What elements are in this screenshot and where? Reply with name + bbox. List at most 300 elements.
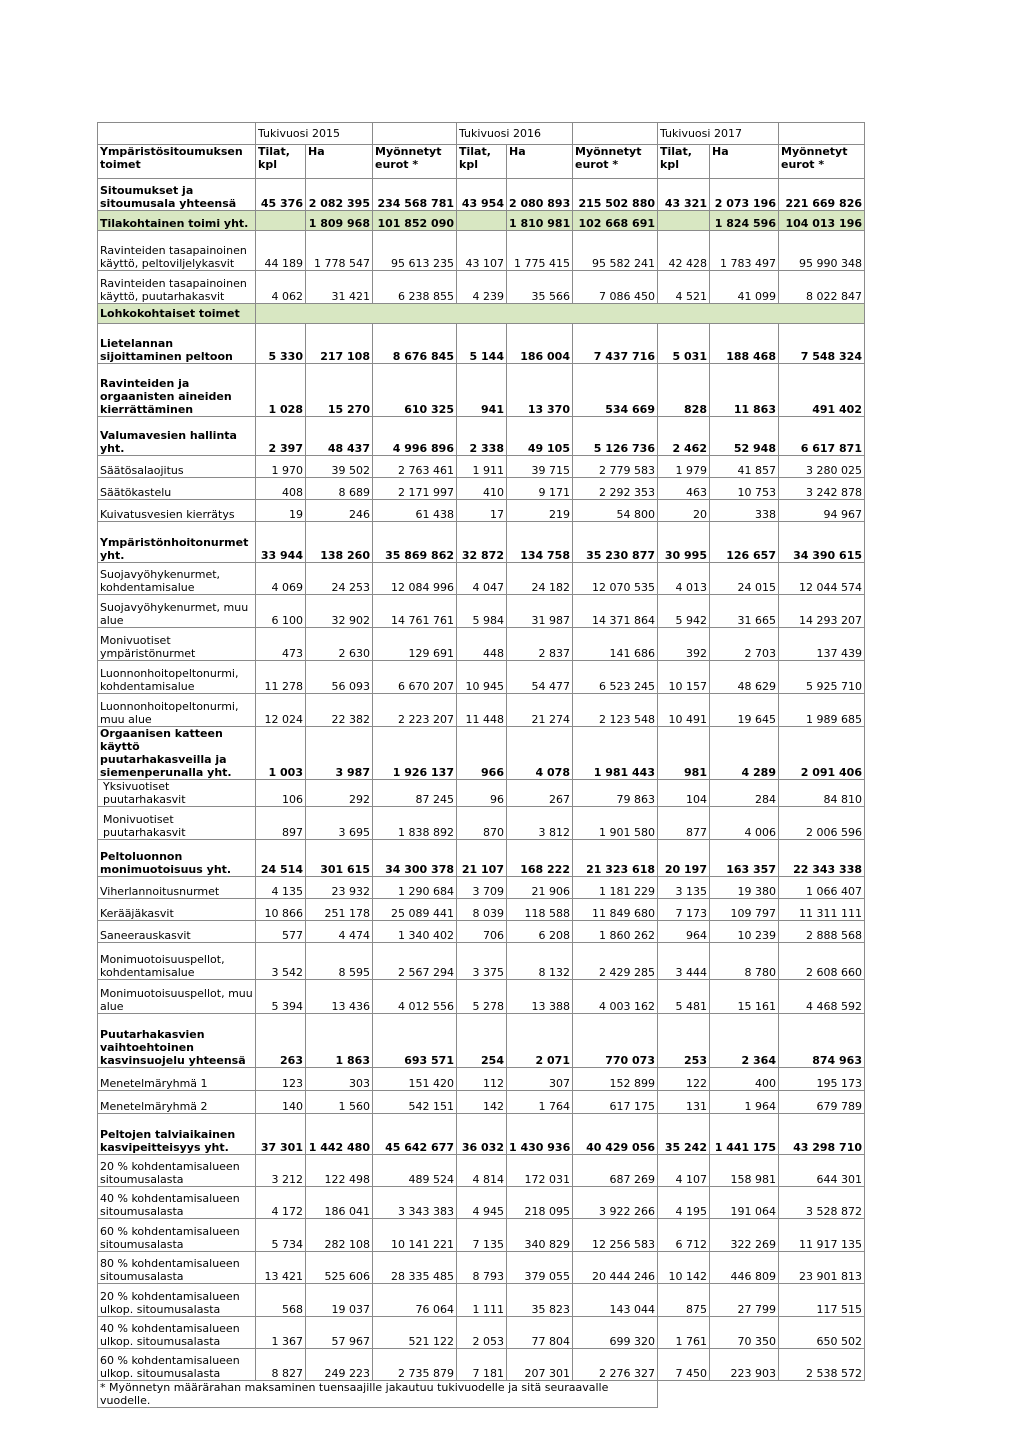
row-label: Suojavyöhykenurmet, kohdentamisalue: [98, 563, 256, 595]
value-cell: 8 689: [306, 478, 373, 500]
value-cell: 57 967: [306, 1317, 373, 1349]
table-row: [98, 1219, 865, 1252]
value-cell: 521 122: [373, 1317, 457, 1349]
value-cell: 10 866: [256, 899, 306, 921]
value-cell: 95 582 241: [573, 231, 658, 271]
value-cell: 1 901 580: [573, 807, 658, 840]
value-cell: 3 280 025: [779, 456, 865, 478]
row-label: Säätösalaojitus: [98, 456, 256, 478]
value-cell: [658, 211, 710, 231]
value-cell: 392: [658, 628, 710, 661]
value-cell: 1 367: [256, 1317, 306, 1349]
value-cell: 1 824 596: [710, 211, 779, 231]
value-cell: 1 989 685: [779, 694, 865, 727]
value-cell: 3 375: [457, 943, 507, 980]
value-cell: 2 397: [256, 417, 306, 456]
value-cell: 12 084 996: [373, 563, 457, 595]
value-cell: 95 990 348: [779, 231, 865, 271]
value-cell: 828: [658, 364, 710, 417]
section-fill: [256, 304, 865, 324]
value-cell: 2 223 207: [373, 694, 457, 727]
table-row: [98, 1114, 865, 1155]
table-row: [98, 1091, 865, 1114]
row-label: Menetelmäryhmä 2: [98, 1091, 256, 1114]
value-cell: 1 964: [710, 1091, 779, 1114]
value-cell: 35 242: [658, 1114, 710, 1155]
value-cell: 8 022 847: [779, 271, 865, 304]
value-cell: 1 066 407: [779, 877, 865, 899]
value-cell: 126 657: [710, 522, 779, 563]
value-cell: 24 015: [710, 563, 779, 595]
value-cell: 102 668 691: [573, 211, 658, 231]
value-cell: 4 468 592: [779, 980, 865, 1014]
value-cell: 14 761 761: [373, 595, 457, 628]
value-cell: 6 100: [256, 595, 306, 628]
value-cell: 303: [306, 1068, 373, 1091]
value-cell: 4 289: [710, 727, 779, 780]
table-row: [98, 727, 865, 780]
value-cell: 5 984: [457, 595, 507, 628]
value-cell: 35 869 862: [373, 522, 457, 563]
value-cell: 34 300 378: [373, 840, 457, 877]
value-cell: 2 538 572: [779, 1349, 865, 1381]
value-cell: 19 380: [710, 877, 779, 899]
value-cell: 44 189: [256, 231, 306, 271]
value-cell: 43 954: [457, 179, 507, 211]
value-cell: 77 804: [507, 1317, 573, 1349]
table-row: [98, 694, 865, 727]
value-cell: 168 222: [507, 840, 573, 877]
value-cell: 35 566: [507, 271, 573, 304]
value-cell: 4 474: [306, 921, 373, 943]
value-cell: 21 107: [457, 840, 507, 877]
value-cell: 253: [658, 1014, 710, 1068]
value-cell: 3 135: [658, 877, 710, 899]
value-cell: 3 987: [306, 727, 373, 780]
footnote-blank: [658, 1381, 865, 1408]
value-cell: 8 132: [507, 943, 573, 980]
value-cell: 17: [457, 500, 507, 522]
row-label: Luonnonhoitopeltonurmi, kohdentamisalue: [98, 661, 256, 694]
value-cell: 282 108: [306, 1219, 373, 1252]
value-cell: 5 031: [658, 324, 710, 364]
value-cell: 104: [658, 780, 710, 807]
column-header-row: [98, 145, 865, 179]
value-cell: 28 335 485: [373, 1252, 457, 1284]
value-cell: 3 444: [658, 943, 710, 980]
value-cell: 7 548 324: [779, 324, 865, 364]
row-label: Peltoluonnon monimuotoisuus yht.: [98, 840, 256, 877]
value-cell: 3 528 872: [779, 1187, 865, 1219]
value-cell: 19 645: [710, 694, 779, 727]
value-cell: 11 849 680: [573, 899, 658, 921]
value-cell: 61 438: [373, 500, 457, 522]
value-cell: 1 970: [256, 456, 306, 478]
value-cell: 4 135: [256, 877, 306, 899]
value-cell: 525 606: [306, 1252, 373, 1284]
row-label: Ravinteiden tasapainoinen käyttö, peltoviljelykasvit: [98, 231, 256, 271]
value-cell: 4 013: [658, 563, 710, 595]
value-cell: 8 039: [457, 899, 507, 921]
value-cell: 8 827: [256, 1349, 306, 1381]
row-label: Yksivuotiset puutarhakasvit: [98, 780, 256, 807]
value-cell: 5 481: [658, 980, 710, 1014]
value-cell: 534 669: [573, 364, 658, 417]
value-cell: 966: [457, 727, 507, 780]
value-cell: 5 126 736: [573, 417, 658, 456]
value-cell: 4 003 162: [573, 980, 658, 1014]
row-label: Monivuotiset ympäristönurmet: [98, 628, 256, 661]
value-cell: 2 837: [507, 628, 573, 661]
value-cell: 6 712: [658, 1219, 710, 1252]
value-cell: 1 863: [306, 1014, 373, 1068]
value-cell: 8 595: [306, 943, 373, 980]
value-cell: 11 863: [710, 364, 779, 417]
year-2015-header: Tukivuosi 2015: [256, 123, 373, 145]
row-label: Viherlannoitusnurmet: [98, 877, 256, 899]
table-row: [98, 1187, 865, 1219]
value-cell: 4 814: [457, 1155, 507, 1187]
value-cell: 4 047: [457, 563, 507, 595]
value-cell: 3 695: [306, 807, 373, 840]
value-cell: 1 926 137: [373, 727, 457, 780]
value-cell: 41 099: [710, 271, 779, 304]
value-cell: 1 911: [457, 456, 507, 478]
value-cell: 7 086 450: [573, 271, 658, 304]
value-cell: 5 734: [256, 1219, 306, 1252]
column-header-eurot: Myönnetyt eurot *: [573, 145, 658, 179]
value-cell: 40 429 056: [573, 1114, 658, 1155]
year-header-row: [98, 123, 865, 145]
value-cell: 14 293 207: [779, 595, 865, 628]
year-2016-spacer: [573, 123, 658, 145]
value-cell: 39 502: [306, 456, 373, 478]
row-label: Puutarhakasvien vaihtoehtoinen kasvinsuojelu yhteensä: [98, 1014, 256, 1068]
value-cell: 4 062: [256, 271, 306, 304]
value-cell: 307: [507, 1068, 573, 1091]
value-cell: 473: [256, 628, 306, 661]
value-cell: 322 269: [710, 1219, 779, 1252]
value-cell: 31 421: [306, 271, 373, 304]
value-cell: 3 242 878: [779, 478, 865, 500]
value-cell: 5 925 710: [779, 661, 865, 694]
value-cell: 1 979: [658, 456, 710, 478]
table-row: [98, 324, 865, 364]
value-cell: 19: [256, 500, 306, 522]
column-header-eurot: Myönnetyt eurot *: [779, 145, 865, 179]
value-cell: 25 089 441: [373, 899, 457, 921]
value-cell: 2 073 196: [710, 179, 779, 211]
value-cell: 24 253: [306, 563, 373, 595]
value-cell: 134 758: [507, 522, 573, 563]
table-row: [98, 1155, 865, 1187]
value-cell: 5 330: [256, 324, 306, 364]
value-cell: 37 301: [256, 1114, 306, 1155]
row-label: Monimuotoisuuspellot, muu alue: [98, 980, 256, 1014]
value-cell: 2 082 395: [306, 179, 373, 211]
value-cell: 10 491: [658, 694, 710, 727]
value-cell: 104 013 196: [779, 211, 865, 231]
value-cell: 141 686: [573, 628, 658, 661]
table-row: [98, 231, 865, 271]
value-cell: 42 428: [658, 231, 710, 271]
value-cell: 941: [457, 364, 507, 417]
value-cell: 84 810: [779, 780, 865, 807]
value-cell: 577: [256, 921, 306, 943]
value-cell: 24 514: [256, 840, 306, 877]
value-cell: 49 105: [507, 417, 573, 456]
value-cell: 43 107: [457, 231, 507, 271]
value-cell: 158 981: [710, 1155, 779, 1187]
value-cell: 2 053: [457, 1317, 507, 1349]
table-row: [98, 1284, 865, 1317]
table-row: [98, 179, 865, 211]
value-cell: 2 091 406: [779, 727, 865, 780]
row-label: Orgaanisen katteen käyttö puutarhakasveilla ja siemenperunalla yht.: [98, 727, 256, 780]
value-cell: 2 171 997: [373, 478, 457, 500]
value-cell: 448: [457, 628, 507, 661]
value-cell: 964: [658, 921, 710, 943]
value-cell: 32 872: [457, 522, 507, 563]
value-cell: 163 357: [710, 840, 779, 877]
table-body: [98, 123, 865, 1408]
value-cell: 4 006: [710, 807, 779, 840]
value-cell: 1 441 175: [710, 1114, 779, 1155]
value-cell: 4 239: [457, 271, 507, 304]
value-cell: 23 932: [306, 877, 373, 899]
value-cell: 21 274: [507, 694, 573, 727]
value-cell: 4 012 556: [373, 980, 457, 1014]
value-cell: 20 197: [658, 840, 710, 877]
value-cell: 118 588: [507, 899, 573, 921]
value-cell: 94 967: [779, 500, 865, 522]
value-cell: 1 442 480: [306, 1114, 373, 1155]
row-label: Sitoumukset ja sitoumusala yhteensä: [98, 179, 256, 211]
value-cell: 223 903: [710, 1349, 779, 1381]
value-cell: 770 073: [573, 1014, 658, 1068]
value-cell: 7 181: [457, 1349, 507, 1381]
table-row: [98, 271, 865, 304]
value-cell: 251 178: [306, 899, 373, 921]
value-cell: 234 568 781: [373, 179, 457, 211]
value-cell: 186 004: [507, 324, 573, 364]
year-2016-header: Tukivuosi 2016: [457, 123, 573, 145]
column-header-ha: Ha: [710, 145, 779, 179]
column-header-tilat: Tilat, kpl: [658, 145, 710, 179]
value-cell: 267: [507, 780, 573, 807]
value-cell: 874 963: [779, 1014, 865, 1068]
row-label: Valumavesien hallinta yht.: [98, 417, 256, 456]
value-cell: 3 343 383: [373, 1187, 457, 1219]
row-label: Lietelannan sijoittaminen peltoon: [98, 324, 256, 364]
footnote-row: [98, 1381, 865, 1408]
value-cell: 1 003: [256, 727, 306, 780]
value-cell: 5 942: [658, 595, 710, 628]
table-row: [98, 1252, 865, 1284]
year-2017-header: Tukivuosi 2017: [658, 123, 779, 145]
column-header-tilat: Tilat, kpl: [256, 145, 306, 179]
table-row: [98, 807, 865, 840]
value-cell: 10 945: [457, 661, 507, 694]
value-cell: 45 376: [256, 179, 306, 211]
value-cell: 123: [256, 1068, 306, 1091]
value-cell: 2 779 583: [573, 456, 658, 478]
value-cell: 410: [457, 478, 507, 500]
value-cell: 3 922 266: [573, 1187, 658, 1219]
table-row: [98, 417, 865, 456]
value-cell: 2 888 568: [779, 921, 865, 943]
row-label: Tilakohtainen toimi yht.: [98, 211, 256, 231]
value-cell: 699 320: [573, 1317, 658, 1349]
table-row: [98, 211, 865, 231]
value-cell: 6 523 245: [573, 661, 658, 694]
value-cell: 3 812: [507, 807, 573, 840]
value-cell: 1 028: [256, 364, 306, 417]
value-cell: 48 437: [306, 417, 373, 456]
value-cell: 4 069: [256, 563, 306, 595]
year-2015-spacer: [373, 123, 457, 145]
value-cell: 186 041: [306, 1187, 373, 1219]
value-cell: 1 181 229: [573, 877, 658, 899]
column-header-ha: Ha: [306, 145, 373, 179]
value-cell: 249 223: [306, 1349, 373, 1381]
value-cell: 22 343 338: [779, 840, 865, 877]
value-cell: 11 278: [256, 661, 306, 694]
value-cell: 292: [306, 780, 373, 807]
value-cell: 138 260: [306, 522, 373, 563]
value-cell: 3 709: [457, 877, 507, 899]
value-cell: 10 141 221: [373, 1219, 457, 1252]
value-cell: 5 394: [256, 980, 306, 1014]
table-row: [98, 877, 865, 899]
value-cell: 12 044 574: [779, 563, 865, 595]
value-cell: 542 151: [373, 1091, 457, 1114]
value-cell: 2 071: [507, 1014, 573, 1068]
value-cell: 8 676 845: [373, 324, 457, 364]
table-row: [98, 522, 865, 563]
value-cell: 870: [457, 807, 507, 840]
value-cell: 408: [256, 478, 306, 500]
table-row: [98, 840, 865, 877]
value-cell: 1 810 981: [507, 211, 573, 231]
row-label: Monimuotoisuuspellot, kohdentamisalue: [98, 943, 256, 980]
value-cell: 617 175: [573, 1091, 658, 1114]
value-cell: 650 502: [779, 1317, 865, 1349]
value-cell: 33 944: [256, 522, 306, 563]
table-row: [98, 921, 865, 943]
value-cell: 897: [256, 807, 306, 840]
row-label: 40 % kohdentamisalueen ulkop. sitoumusalasta: [98, 1317, 256, 1349]
value-cell: 4 945: [457, 1187, 507, 1219]
value-cell: 877: [658, 807, 710, 840]
value-cell: 379 055: [507, 1252, 573, 1284]
value-cell: 35 230 877: [573, 522, 658, 563]
table-row: [98, 304, 865, 324]
value-cell: 2 763 461: [373, 456, 457, 478]
value-cell: 1 838 892: [373, 807, 457, 840]
value-cell: 9 171: [507, 478, 573, 500]
value-cell: 219: [507, 500, 573, 522]
table-row: [98, 478, 865, 500]
value-cell: 143 044: [573, 1284, 658, 1317]
value-cell: 2 364: [710, 1014, 779, 1068]
value-cell: 400: [710, 1068, 779, 1091]
value-cell: 2 276 327: [573, 1349, 658, 1381]
value-cell: 679 789: [779, 1091, 865, 1114]
value-cell: 35 823: [507, 1284, 573, 1317]
value-cell: 491 402: [779, 364, 865, 417]
value-cell: 6 238 855: [373, 271, 457, 304]
value-cell: 4 107: [658, 1155, 710, 1187]
value-cell: [457, 211, 507, 231]
value-cell: 48 629: [710, 661, 779, 694]
value-cell: 218 095: [507, 1187, 573, 1219]
row-label: Monivuotiset puutarhakasvit: [98, 807, 256, 840]
value-cell: 96: [457, 780, 507, 807]
row-label: Ympäristönhoitonurmet yht.: [98, 522, 256, 563]
table-row: [98, 943, 865, 980]
value-cell: 122: [658, 1068, 710, 1091]
value-cell: 87 245: [373, 780, 457, 807]
value-cell: 7 173: [658, 899, 710, 921]
value-cell: 6 208: [507, 921, 573, 943]
value-cell: 644 301: [779, 1155, 865, 1187]
value-cell: 1 860 262: [573, 921, 658, 943]
value-cell: 172 031: [507, 1155, 573, 1187]
value-cell: 142: [457, 1091, 507, 1114]
value-cell: 43 298 710: [779, 1114, 865, 1155]
value-cell: 41 857: [710, 456, 779, 478]
value-cell: 215 502 880: [573, 179, 658, 211]
value-cell: 221 669 826: [779, 179, 865, 211]
value-cell: 188 468: [710, 324, 779, 364]
value-cell: 117 515: [779, 1284, 865, 1317]
value-cell: 109 797: [710, 899, 779, 921]
value-cell: 1 290 684: [373, 877, 457, 899]
value-cell: 36 032: [457, 1114, 507, 1155]
value-cell: 13 421: [256, 1252, 306, 1284]
row-label: 60 % kohdentamisalueen sitoumusalasta: [98, 1219, 256, 1252]
value-cell: 34 390 615: [779, 522, 865, 563]
value-cell: 101 852 090: [373, 211, 457, 231]
row-label: Suojavyöhykenurmet, muu alue: [98, 595, 256, 628]
value-cell: 254: [457, 1014, 507, 1068]
value-cell: 706: [457, 921, 507, 943]
value-cell: 54 800: [573, 500, 658, 522]
footnote-text: * Myönnetyn määrärahan maksaminen tuensaajille jakautuu tukivuodelle ja sitä seuraavalle vuodelle.: [98, 1381, 658, 1408]
value-cell: 2 123 548: [573, 694, 658, 727]
value-cell: 246: [306, 500, 373, 522]
value-cell: 112: [457, 1068, 507, 1091]
value-cell: 140: [256, 1091, 306, 1114]
value-cell: 301 615: [306, 840, 373, 877]
column-header-ha: Ha: [507, 145, 573, 179]
value-cell: 4 078: [507, 727, 573, 780]
value-cell: 79 863: [573, 780, 658, 807]
table-row: [98, 899, 865, 921]
value-cell: 106: [256, 780, 306, 807]
value-cell: 6 670 207: [373, 661, 457, 694]
value-cell: 207 301: [507, 1349, 573, 1381]
value-cell: 122 498: [306, 1155, 373, 1187]
value-cell: 21 906: [507, 877, 573, 899]
table-row: [98, 628, 865, 661]
value-cell: 195 173: [779, 1068, 865, 1091]
value-cell: 10 239: [710, 921, 779, 943]
value-cell: 39 715: [507, 456, 573, 478]
value-cell: 70 350: [710, 1317, 779, 1349]
value-cell: 2 080 893: [507, 179, 573, 211]
